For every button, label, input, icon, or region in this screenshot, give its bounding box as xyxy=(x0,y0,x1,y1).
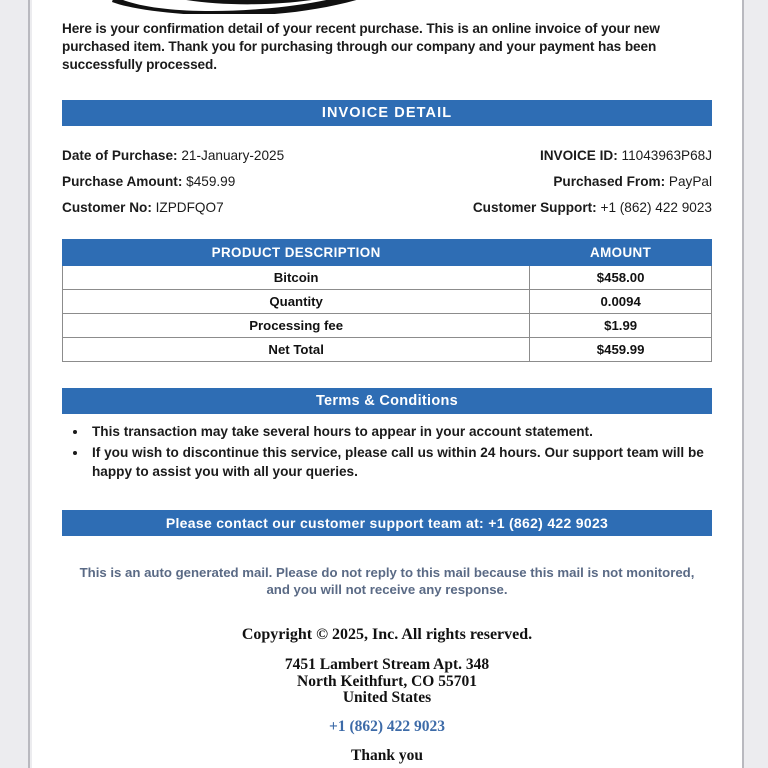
purchase-amount-field xyxy=(62,174,235,189)
customer-support-field xyxy=(473,200,712,215)
column-header-product-description: PRODUCT DESCRIPTION xyxy=(63,239,530,265)
address-line-1: 7451 Lambert Stream Apt. 348 xyxy=(284,656,490,674)
product-description-cell: Processing fee xyxy=(63,313,530,337)
thank-you-text: Thank you xyxy=(351,747,423,765)
customer-no-value: IZPDFQO7 xyxy=(155,199,224,215)
address-line-3: United States xyxy=(342,689,432,707)
customer-support-value: +1 (862) 422 9023 xyxy=(600,199,712,215)
date-of-purchase-label: Date of Purchase: xyxy=(62,147,178,163)
footer-phone-link[interactable]: +1 (862) 422 9023 xyxy=(328,718,446,736)
invoice-id-value: 11043963P68J xyxy=(621,147,712,163)
table-row xyxy=(63,337,712,361)
invoice-meta-block xyxy=(62,148,712,215)
table-row xyxy=(63,265,712,289)
date-of-purchase-value: 21-January-2025 xyxy=(181,147,285,163)
purchase-amount-label: Purchase Amount: xyxy=(62,173,183,189)
page-gutter-right xyxy=(742,0,768,768)
product-table xyxy=(62,239,712,362)
purchased-from-field xyxy=(553,174,712,189)
product-description-cell: Quantity xyxy=(63,289,530,313)
address-line-2: North Keithfurt, CO 55701 xyxy=(297,672,477,690)
terms-banner: Terms & Conditions xyxy=(62,388,712,414)
date-of-purchase-field xyxy=(62,148,284,163)
intro-paragraph: Here is your confirmation detail of your recent purchase. This is an online invoice of your new purchased item. Thank you for purchasing through our company and your payment has been successfully processed. xyxy=(62,21,660,72)
auto-generated-mail-note: This is an auto generated mail. Please do not reply to this mail because this mail is not monitored, and you will not receive any response. xyxy=(79,564,695,597)
company-address xyxy=(62,657,712,707)
contact-section xyxy=(62,510,712,536)
customer-no-field xyxy=(62,200,224,215)
meta-row xyxy=(62,200,712,215)
terms-section xyxy=(62,388,712,482)
amount-cell: 0.0094 xyxy=(530,289,712,313)
purchased-from-value: PayPal xyxy=(668,173,712,189)
copyright-text: Copyright © 2025, Inc. All rights reserved. xyxy=(241,626,533,644)
product-description-cell: Bitcoin xyxy=(63,265,530,289)
terms-list xyxy=(62,422,712,482)
invoice-page xyxy=(32,0,742,768)
invoice-id-label: INVOICE ID: xyxy=(539,147,618,163)
list-item: • If you wish to discontinue this service, please call us within 24 hours. Our support team will be happy to assist you with all your queries. xyxy=(88,443,712,482)
table-row xyxy=(63,289,712,313)
amount-cell: $1.99 xyxy=(530,313,712,337)
product-description-cell: Net Total xyxy=(63,337,530,361)
purchase-amount-value: $459.99 xyxy=(186,173,236,189)
meta-row xyxy=(62,174,712,189)
customer-no-label: Customer No: xyxy=(62,199,152,215)
page-footer xyxy=(62,626,712,765)
invoice-detail-banner: INVOICE DETAIL xyxy=(62,100,712,126)
list-item: • This transaction may take several hours to appear in your account statement. xyxy=(88,422,712,441)
table-row xyxy=(63,313,712,337)
customer-support-label: Customer Support: xyxy=(472,199,597,215)
invoice-id-field xyxy=(540,148,712,163)
meta-row xyxy=(62,148,712,163)
company-signature-logo xyxy=(62,0,712,14)
customer-support-banner: Please contact our customer support team at: +1 (862) 422 9023 xyxy=(62,510,712,536)
page-gutter-left xyxy=(0,0,30,768)
column-header-amount: AMOUNT xyxy=(530,239,712,265)
table-header-row xyxy=(63,239,712,265)
amount-cell: $458.00 xyxy=(530,265,712,289)
purchased-from-label: Purchased From: xyxy=(553,173,666,189)
amount-cell: $459.99 xyxy=(530,337,712,361)
